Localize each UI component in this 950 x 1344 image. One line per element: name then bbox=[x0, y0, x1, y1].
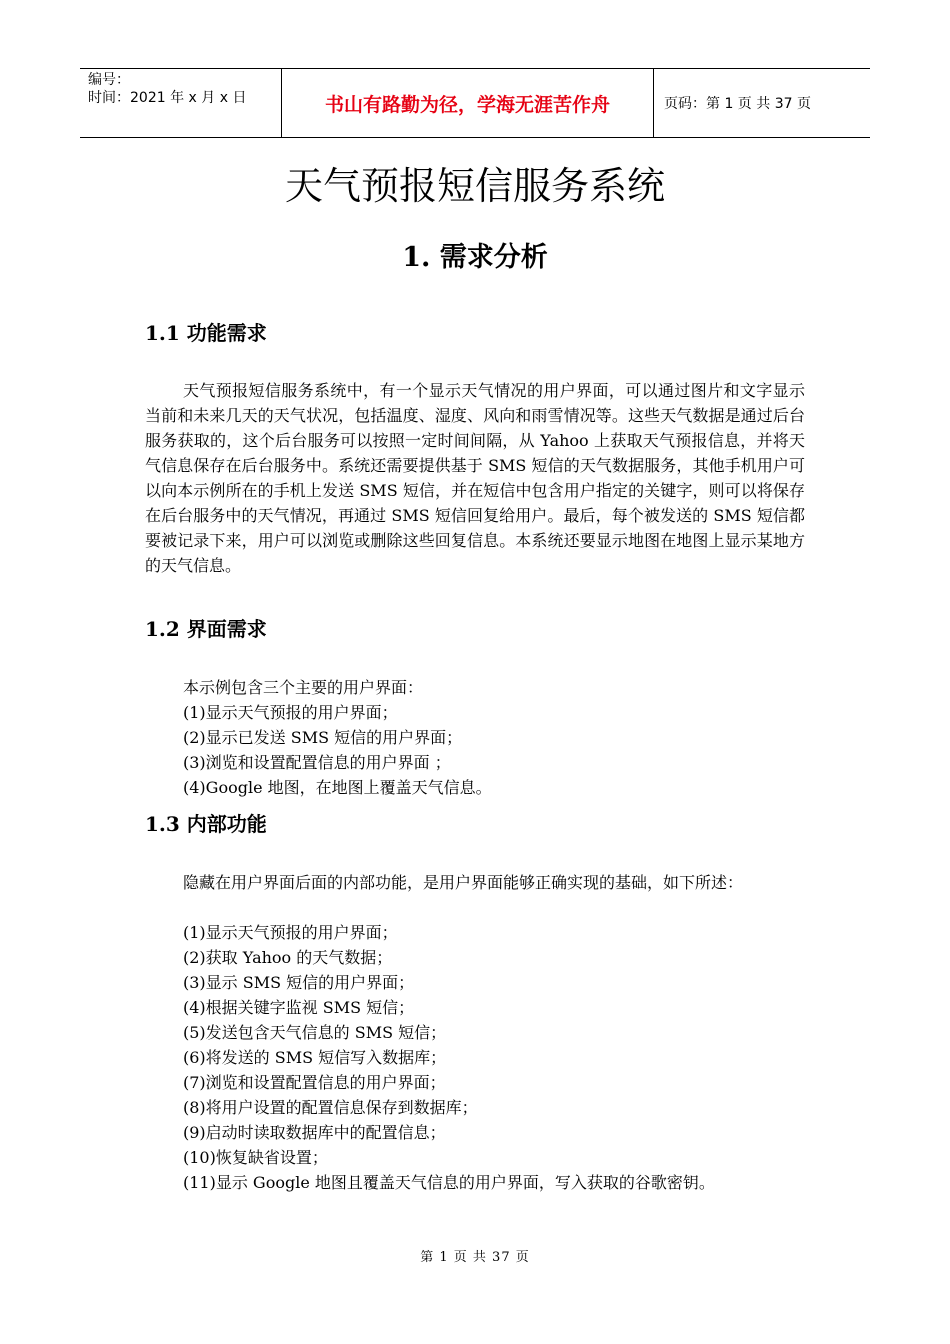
list-item: (2)获取 Yahoo 的天气数据； bbox=[183, 948, 393, 967]
header-page-info: 页码：第 1 页 共 37 页 bbox=[664, 96, 811, 112]
document-date: 时间：2021 年 x 月 x 日 bbox=[88, 90, 247, 106]
list-item: (3)显示 SMS 短信的用户界面； bbox=[183, 973, 415, 992]
list-item: (11)显示 Google 地图且覆盖天气信息的用户界面，写入获取的谷歌密钥。 bbox=[183, 1173, 715, 1192]
page-header bbox=[80, 68, 870, 138]
internal-functions-intro: 隐藏在用户界面后面的内部功能，是用户界面能够正确实现的基础，如下所述： bbox=[183, 873, 744, 892]
list-item: (1)显示天气预报的用户界面； bbox=[183, 923, 398, 942]
subsection-heading-1-3: 1.3 内部功能 bbox=[145, 812, 267, 836]
subsection-heading-1-2: 1.2 界面需求 bbox=[145, 617, 267, 641]
header-motto: 书山有路勤为径，学海无涯苦作舟 bbox=[282, 69, 654, 137]
list-item: 本示例包含三个主要的用户界面： bbox=[183, 678, 424, 697]
list-item: (1)显示天气预报的用户界面； bbox=[183, 703, 398, 722]
list-item: (5)发送包含天气信息的 SMS 短信； bbox=[183, 1023, 447, 1042]
list-item: (3)浏览和设置配置信息的用户界面 ； bbox=[183, 753, 451, 772]
list-item: (4)根据关键字监视 SMS 短信； bbox=[183, 998, 415, 1017]
list-item: (8)将用户设置的配置信息保存到数据库； bbox=[183, 1098, 478, 1117]
functional-requirements-paragraph: 天气预报短信服务系统中，有一个显示天气情况的用户界面，可以通过图片和文字显示当前和未来几天的天气状况，包括温度、湿度、风向和雨雪情况等。这些天气数据是通过后台服务获取的，这个后台服务可以按照一定时间间隔，从 Yahoo 上获取天气预报信息，并将天气信息保存在后台服务中。系统还需要提供基于 SMS 短信的天气数据服务，其他手机用户可以向本示例所在的手机上发送 SMS 短信，并在短信中包含用户指定的关键字，则可以将保存在后台服务中的天气情况，再通过 SMS 短信回复给用户。最后，每个被发送的 SMS 短信都要被记录下来，用户可以浏览或删除这些回复信息。本系统还要显示地图在地图上显示某地方的天气信息。 bbox=[145, 381, 805, 575]
list-item: (10)恢复缺省设置； bbox=[183, 1148, 328, 1167]
list-item: (6)将发送的 SMS 短信写入数据库； bbox=[183, 1048, 447, 1067]
header-meta bbox=[80, 69, 282, 137]
document-title: 天气预报短信服务系统 bbox=[284, 164, 665, 208]
ui-requirements-list bbox=[183, 675, 823, 800]
section-heading: 1. 需求分析 bbox=[402, 242, 548, 273]
internal-functions-list bbox=[183, 920, 823, 1195]
list-item: (7)浏览和设置配置信息的用户界面； bbox=[183, 1073, 446, 1092]
page-footer: 第 1 页 共 37 页 bbox=[420, 1250, 530, 1265]
list-item: (4)Google 地图，在地图上覆盖天气信息。 bbox=[183, 778, 492, 797]
list-item: (2)显示已发送 SMS 短信的用户界面； bbox=[183, 728, 463, 747]
list-item: (9)启动时读取数据库中的配置信息； bbox=[183, 1123, 446, 1142]
document-number-label: 编号： bbox=[88, 72, 130, 88]
subsection-heading-1-1: 1.1 功能需求 bbox=[145, 321, 267, 345]
